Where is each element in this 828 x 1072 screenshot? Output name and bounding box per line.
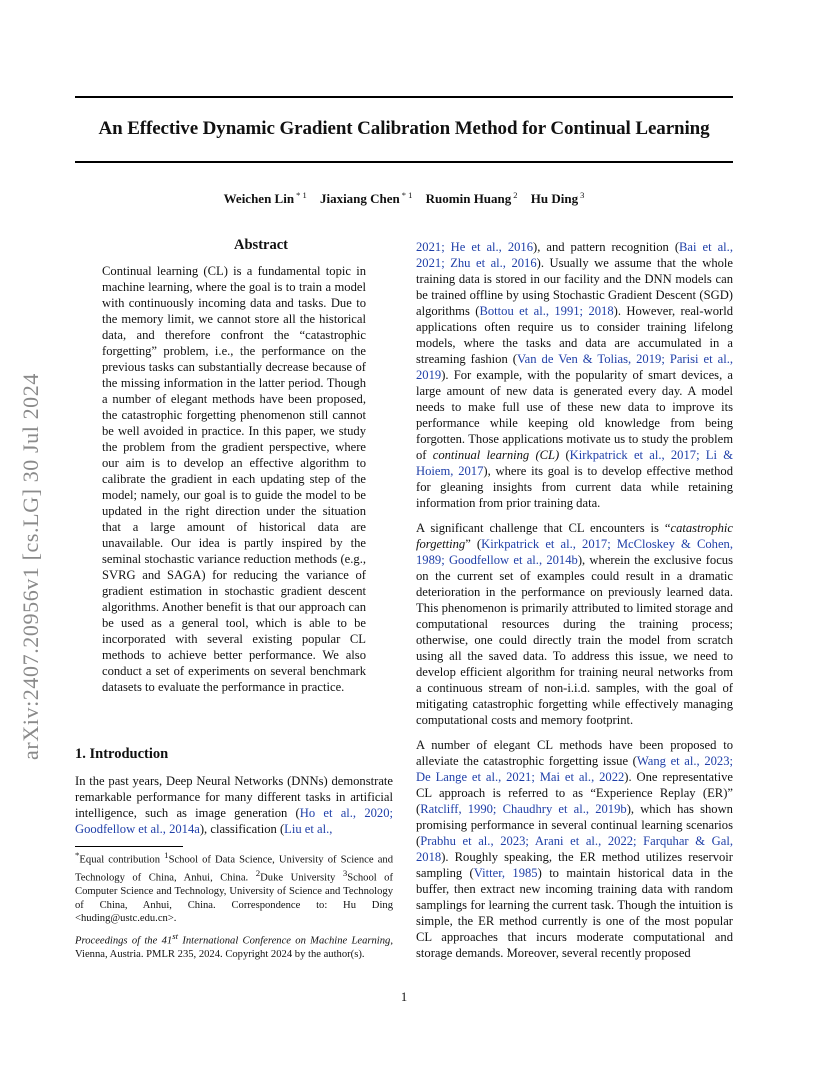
paragraph-text: ). Usually we assume that the whole training data is stored in our facility and the DNN models can be trained offline by using Stochastic Gradient Descent (SGD) algorithms ( xyxy=(416,256,734,318)
paragraph-text: A significant challenge that CL encounters is “ xyxy=(416,521,671,535)
author-affiliation-mark: 2 xyxy=(513,190,518,200)
paragraph-text: ( xyxy=(559,448,570,462)
proceedings-number: 41 xyxy=(161,935,173,947)
citation-link[interactable]: Van de Ven & Tolias, 2019; Parisi et al., 2019 xyxy=(416,352,733,382)
author xyxy=(320,191,412,206)
citation-link[interactable]: Prabhu et al., 2023; Arani et al., 2022; Farquhar & Gal, 2018 xyxy=(416,834,733,864)
author-list xyxy=(75,190,733,207)
title-rule-top xyxy=(75,96,733,98)
paragraph xyxy=(416,239,733,511)
author-name: Hu Ding xyxy=(530,191,579,207)
author xyxy=(224,191,307,206)
proceedings-ordinal: st xyxy=(172,931,179,941)
author-affiliation-mark: * 1 xyxy=(401,190,413,200)
emphasized-term: catastrophic forgetting xyxy=(416,521,733,551)
proceedings-text: , Vienna, Austria. PMLR 235, 2024. Copyright 2024 by the author(s). xyxy=(75,935,393,961)
abstract-text: Continual learning (CL) is a fundamental topic in machine learning, where the goal is to train a model with continuously incoming data and tasks. Due to the memory limit, we cannot store all the historical data, and therefore confront the “catastrophic forgetting” problem, i.e., the performance on the previous tasks can substantially decrease because of the missing information in the latter period. Though a number of elegant methods have been proposed, the catastrophic forgetting phenomenon still cannot be well avoided in practice. In this paper, we study the problem from the gradient perspective, where our aim is to develop an effective algorithm to calibrate the gradient in each updating step of the model; namely, our goal is to guide the model to be updated in the right direction under the situation that a large amount of historical data are unavailable. Our idea is partly inspired by the seminal stochastic variance reduction methods (e.g., SVRG and SAGA) for reducing the variance of gradient estimation in stochastic gradient descent algorithms. Another benefit is that our approach can be used as a general tool, which is able to be incorporated with several existing popular CL methods to achieve better performance. We also conduct a set of experiments on several benchmark datasets to evaluate the performance in practice. xyxy=(102,264,366,694)
proceedings-note xyxy=(75,930,393,962)
citation-link[interactable]: Liu et al., xyxy=(284,822,333,836)
footnote-text: Duke University xyxy=(260,872,343,884)
citation-link[interactable]: Kirkpatrick et al., 2017; McCloskey & Cohen, 1989; Goodfellow et al., 2014b xyxy=(416,537,733,567)
paragraph-text: In the past years, Deep Neural Networks (DNNs) demonstrate remarkable performance for many different tasks in artificial intelligence, such as image generation ( xyxy=(75,774,393,820)
page-number: 1 xyxy=(400,990,408,1004)
paragraph-text: ). Roughly speaking, the ER method utilizes reservoir sampling ( xyxy=(416,850,733,880)
paragraph-text: ). For example, with the popularity of smart devices, a large amount of new data is generated every day. A model needs to make full use of these new data to improve its performance while keeping old knowledge from being forgotten. Those applications motivate us to study the problem of xyxy=(416,368,733,462)
introduction-paragraph xyxy=(75,773,393,837)
citation-link[interactable]: Bai et al., 2021; Zhu et al., 2016 xyxy=(416,240,733,270)
paragraph-text: ), and pattern recognition ( xyxy=(533,240,680,254)
title-rule-bottom xyxy=(75,161,733,163)
citation-link[interactable]: Wang et al., 2023; De Lange et al., 2021; Mai et al., 2022 xyxy=(416,754,734,784)
paragraph-text: ), classification ( xyxy=(199,822,285,836)
emphasized-term: continual learning (CL) xyxy=(432,448,560,462)
paragraph-text: ), which has shown promising performance in several continual learning scenarios ( xyxy=(416,802,733,848)
arxiv-stamp: arXiv:2407.20956v1 [cs.LG] 30 Jul 2024 xyxy=(18,373,43,760)
citation-link[interactable]: Bottou et al., 1991; 2018 xyxy=(479,304,614,318)
author xyxy=(531,191,585,206)
footnote-mark: 2 xyxy=(255,868,261,879)
author xyxy=(426,191,518,206)
author-name: Weichen Lin xyxy=(223,191,295,207)
paper-title: An Effective Dynamic Gradient Calibration Method for Continual Learning xyxy=(98,118,710,139)
citation-link[interactable]: Vitter, 1985 xyxy=(473,866,538,880)
footnote-mark: * xyxy=(75,850,80,860)
author-affiliation-mark: * 1 xyxy=(296,190,307,200)
citation-link[interactable]: Kirkpatrick et al., 2017; Li & Hoiem, 2017 xyxy=(416,448,734,478)
footnote-text: School of Data Science, University of Science and Technology of China, Anhui, China. xyxy=(75,854,393,884)
citation-link[interactable]: Ratcliff, 1990; Chaudhry et al., 2019b xyxy=(420,802,627,816)
abstract-heading: Abstract xyxy=(234,237,288,253)
section-heading-introduction: 1. Introduction xyxy=(75,746,169,762)
paragraph-text: ), wherein the exclusive focus on the current set of examples could result in a dramatic deterioration in the performance on previously learned data. This phenomenon is primarily attributed to limited storage and computational resources during the training process; otherwise, one could directly train the model from scratch using all the saved data. To address this issue, we need to develop efficient algorithm for training neural networks from a continuous stream of non-i.i.d. samples, with the goal of mitigating catastrophic forgetting while effectively managing computational costs and memory footprint. xyxy=(416,553,733,727)
author-name: Jiaxiang Chen xyxy=(319,191,400,207)
citation-link[interactable]: Ho et al., 2020; Goodfellow et al., 2014a xyxy=(75,806,393,836)
author-name: Ruomin Huang xyxy=(425,191,512,207)
affiliation-footnote xyxy=(75,849,393,926)
paragraph-text: ), where its goal is to develop effective method for gleaning insights from current data while retaining information from prior training data. xyxy=(416,464,734,510)
footnote-divider xyxy=(75,846,183,847)
footnote-mark: 3 xyxy=(342,868,348,879)
footnote-text: Equal contribution xyxy=(79,854,165,866)
paragraph-text: A number of elegant CL methods have been proposed to alleviate the catastrophic forgetting issue ( xyxy=(416,738,733,768)
proceedings-text: International Conference on Machine Learning xyxy=(178,935,391,947)
paragraph-text: ) to maintain historical data in the buffer, then extract new incoming training data with random samplings for learning the current task. Though the intuition is simple, the ER method currently is one of the most popular CL approaches that incurs moderate computational and storage demands. Moreover, several recently proposed xyxy=(416,866,733,960)
proceedings-text: Proceedings of the xyxy=(75,935,162,947)
footnote-text: School of Computer Science and Technology, University of Science and Technology of China, Anhui, China. Correspondence to: Hu Ding <huding@ustc.edu.cn>. xyxy=(75,872,394,925)
paragraph xyxy=(416,520,733,728)
citation-link[interactable]: 2021; He et al., 2016 xyxy=(416,240,534,254)
right-column xyxy=(416,239,733,970)
paragraph-text: ). One representative CL approach is referred to as “Experience Replay (ER)” ( xyxy=(416,770,734,816)
paragraph xyxy=(416,737,733,961)
author-affiliation-mark: 3 xyxy=(580,190,585,200)
footnote-mark: 1 xyxy=(164,850,169,860)
paragraph-text: ). However, real-world applications often require us to consider training lifelong models, where the tasks and data are accumulated in a streaming fashion ( xyxy=(416,304,734,366)
paragraph-text: ” ( xyxy=(465,537,482,551)
